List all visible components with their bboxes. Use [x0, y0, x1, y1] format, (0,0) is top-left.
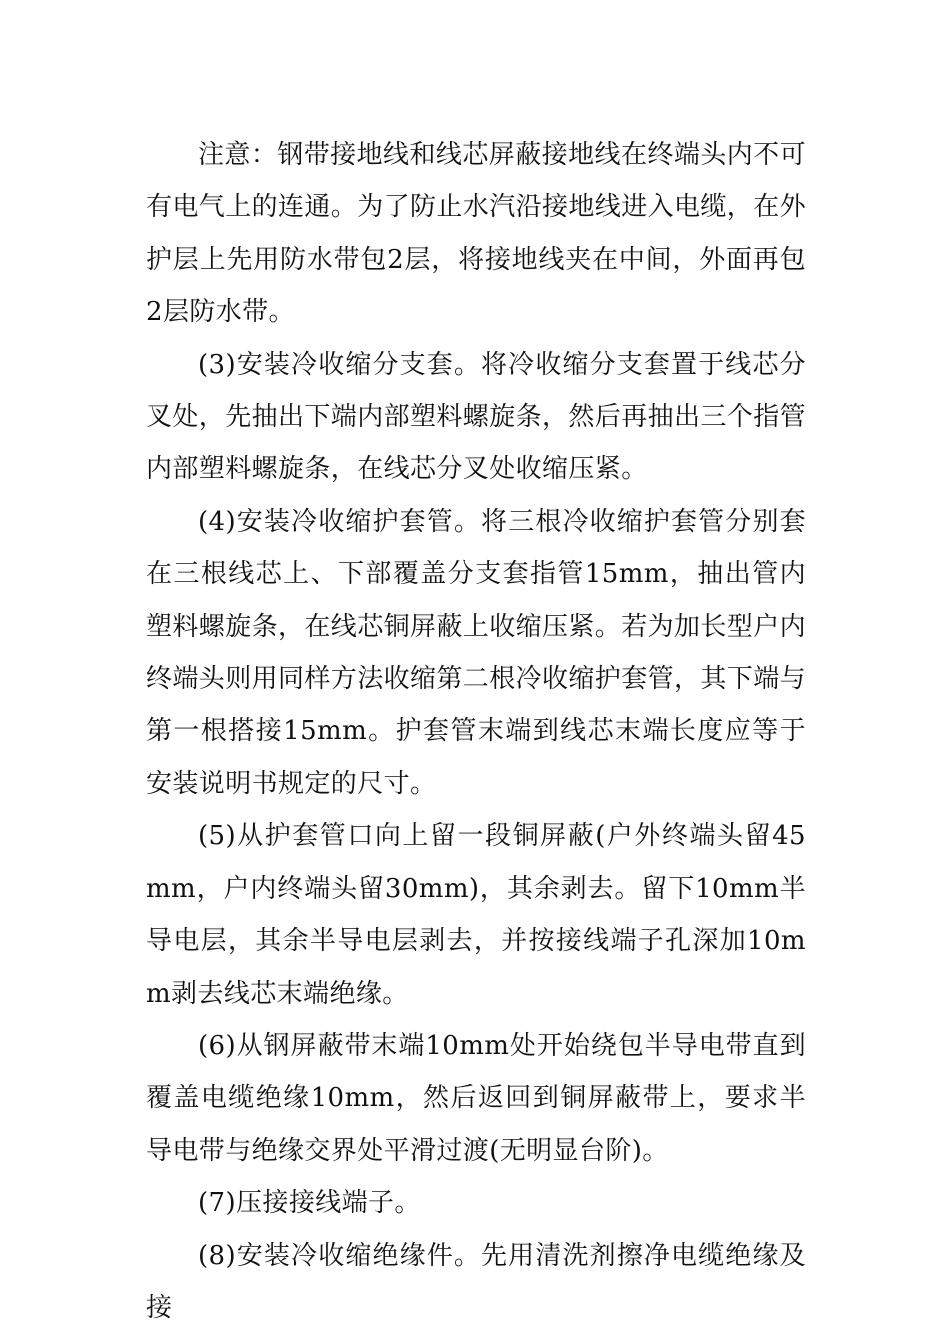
- paragraph-step-6: (6)从钢屏蔽带末端10mm处开始绕包半导电带直到覆盖电缆绝缘10mm，然后返回到铜屏蔽带上，要求半导电带与绝缘交界处平滑过渡(无明显台阶)。: [146, 1030, 806, 1166]
- paragraph-step-8: (8)安装冷收缩绝缘件。先用清洗剂擦净电缆绝缘及接: [146, 1240, 806, 1323]
- paragraph-step-5: (5)从护套管口向上留一段铜屏蔽(户外终端头留45mm，户内终端头留30mm)，其余剥去。留下10mm半导电层，其余半导电层剥去，并按接线端子孔深加10mm剥去线芯末端绝缘。: [146, 821, 806, 1009]
- paragraph-note-grounding: 注意：钢带接地线和线芯屏蔽接地线在终端头内不可有电气上的连通。为了防止水汽沿接地线进入电缆，在外护层上先用防水带包2层，将接地线夹在中间，外面再包2层防水带。: [146, 140, 807, 328]
- paragraph-step-3: (3)安装冷收缩分支套。将冷收缩分支套置于线芯分叉处，先抽出下端内部塑料螺旋条，然后再抽出三个指管内部塑料螺旋条，在线芯分叉处收缩压紧。: [146, 349, 807, 485]
- document-body: [146, 129, 806, 1334]
- paragraph-step-4: (4)安装冷收缩护套管。将三根冷收缩护套管分别套在三根线芯上、下部覆盖分支套指管15mm，抽出管内塑料螺旋条，在线芯铜屏蔽上收缩压紧。若为加长型户内终端头则用同样方法收缩第二根冷收缩护套管，其下端与第一根搭接15mm。护套管末端到线芯末端长度应等于安装说明书规定的尺寸。: [146, 506, 807, 799]
- paragraph-step-7: (7)压接接线端子。: [198, 1188, 421, 1219]
